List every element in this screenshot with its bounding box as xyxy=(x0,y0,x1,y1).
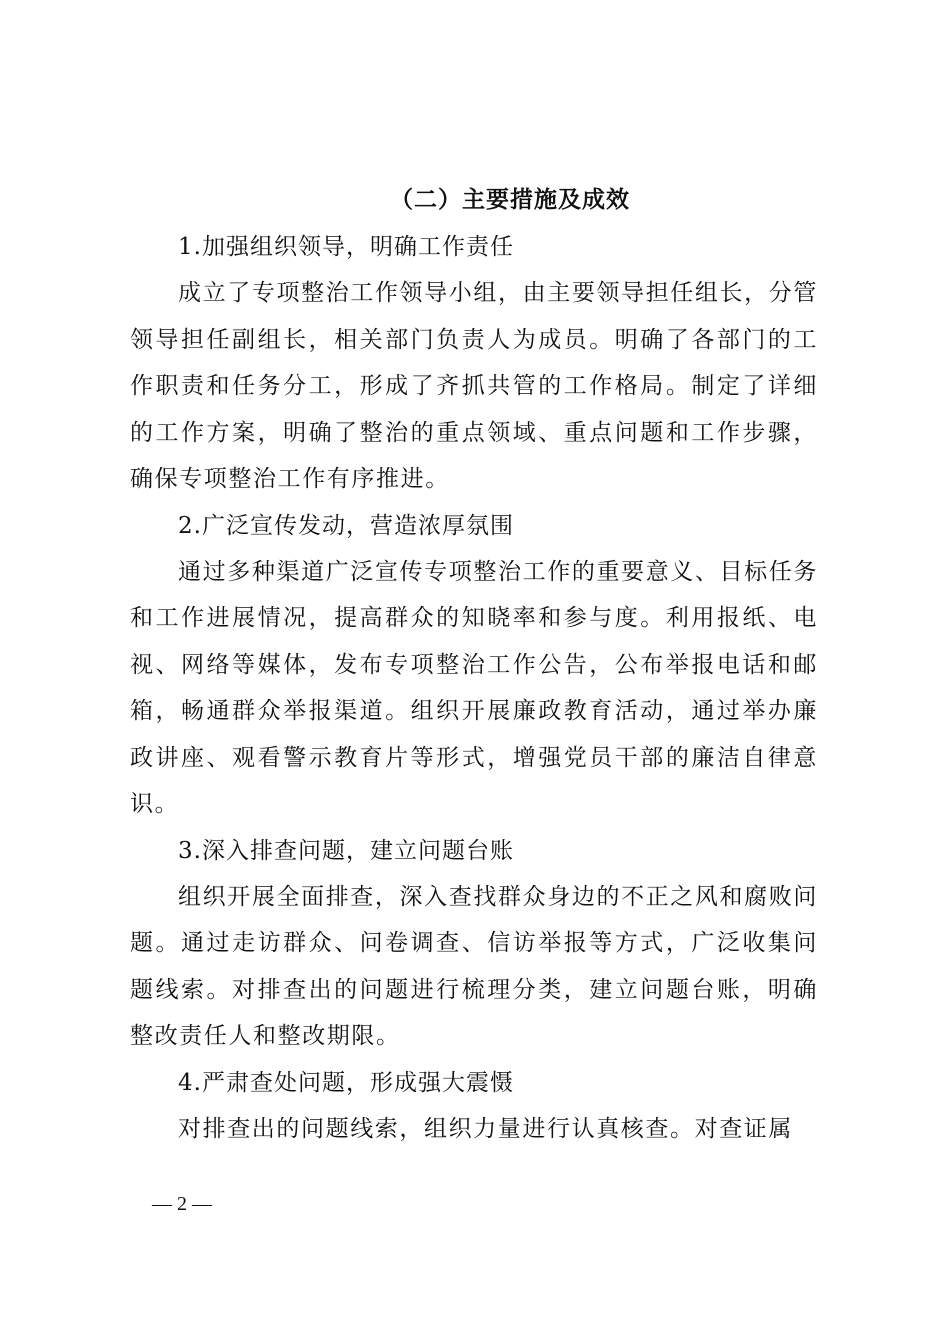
item-1-paragraph: 成立了专项整治工作领导小组，由主要领导担任组长，分管领导担任副组长，相关部门负责人为成员。明确了各部门的工作职责和任务分工，形成了齐抓共管的工作格局。制定了详细的工作方案，明确了整治的重点领域、重点问题和工作步骤，确保专项整治工作有序推进。 xyxy=(130,280,818,492)
item-2-heading: 2.广泛宣传发动，营造浓厚氛围 xyxy=(178,512,514,539)
item-1-heading: 1.加强组织领导，明确工作责任 xyxy=(178,234,514,260)
item-3-heading: 3.深入排查问题，建立问题台账 xyxy=(178,837,514,864)
item-4-paragraph: 对排查出的问题线索，组织力量进行认真核查。对查证属 xyxy=(178,1115,793,1142)
document-body xyxy=(130,176,818,1152)
page-number: — 2 — xyxy=(152,1193,212,1215)
item-4-heading: 4.严肃查处问题，形成强大震慑 xyxy=(178,1069,514,1096)
item-3-paragraph: 组织开展全面排查，深入查找群众身边的不正之风和腐败问题。通过走访群众、问卷调查、信访举报等方式，广泛收集问题线索。对排查出的问题进行梳理分类，建立问题台账，明确整改责任人和整改期限。 xyxy=(130,883,818,1049)
item-2-paragraph: 通过多种渠道广泛宣传专项整治工作的重要意义、目标任务和工作进展情况，提高群众的知晓率和参与度。利用报纸、电视、网络等媒体，发布专项整治工作公告，公布举报电话和邮箱，畅通群众举报渠道。组织开展廉政教育活动，通过举办廉政讲座、观看警示教育片等形式，增强党员干部的廉洁自律意识。 xyxy=(130,558,818,817)
section-heading: （二）主要措施及成效 xyxy=(390,186,630,213)
